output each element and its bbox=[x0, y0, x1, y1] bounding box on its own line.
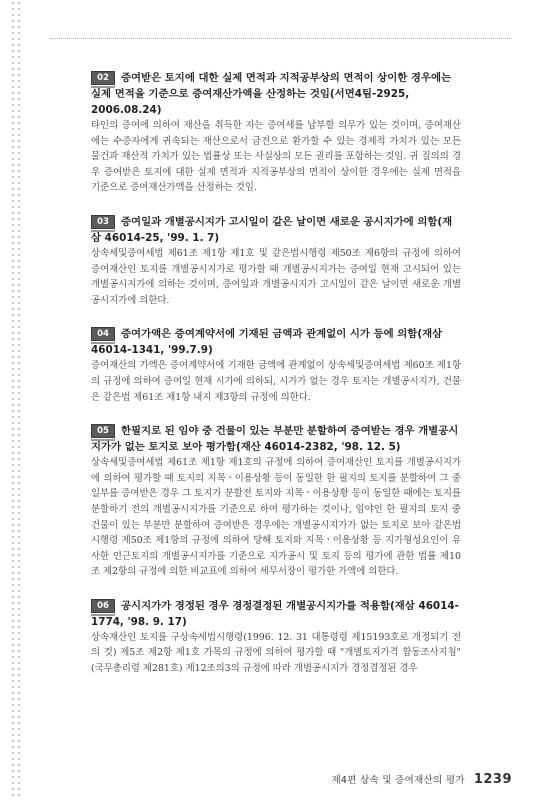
section-heading bbox=[91, 423, 461, 455]
chapter-title: 제4편 상속 및 증여재산의 평가 bbox=[331, 775, 465, 786]
section-number-badge: 05 bbox=[91, 424, 115, 438]
section-body: 상속재산인 토지를 구상속세법시행령(1996. 12. 31 대통령령 제15193호로 개정되기 전의 것) 제5조 제2항 제1호 가목의 규정에 의하여 평가할 때 "개별토지가격 합동조사지침"(국무총리령 제281호) 제12조의3의 규정에 따라 개별공시지가 경정결정된 경우 bbox=[91, 631, 461, 675]
section-title: 한필지로 된 임야 중 건물이 있는 부분만 분할하여 증여받는 경우 개별공시지가가 없는 토지로 보아 평가함(재산 46014-2382, '98. 12. 5) bbox=[91, 425, 459, 454]
section-title: 공시지가가 경정된 경우 경정결정된 개별공시지가를 적용함(재삼 46014-1774, '98. 9. 17) bbox=[91, 599, 459, 628]
section-body: 증여재산의 가액은 증여계약서에 기재한 금액에 관계없이 상속세및증여세법 제60조 제1항의 규정에 의하여 증여일 현재 시가에 의하되, 시가가 없는 경우 토지는 개별공시지가, 건물은 같은법 제61조 제1항 내지 제3항의 규정에 의한다. bbox=[91, 360, 461, 403]
section-title: 증여받은 토지에 대한 실제 면적과 지적공부상의 면적이 상이한 경우에는 실제 면적을 기준으로 증여재산가액을 산정하는 것임(서면4팀-2925, 2006.08.24) bbox=[91, 72, 452, 116]
section-number-badge: 04 bbox=[91, 327, 115, 341]
section-title: 증여가액은 증여계약서에 기재된 금액과 관계없이 시가 등에 의함(재삼 46014-1341, '99.7.9) bbox=[91, 328, 443, 357]
ruling-section bbox=[91, 423, 461, 580]
section-title: 증여일과 개별공시지가 고시일이 같은 날이면 새로운 공시지가에 의함(재삼 46014-25, '99. 1. 7) bbox=[91, 215, 453, 244]
page-footer bbox=[331, 768, 512, 787]
ruling-section bbox=[91, 214, 461, 308]
section-heading bbox=[91, 598, 461, 630]
section-body: 상속세및증여세법 제61조 제1항 제1호의 규정에 의하여 증여재산인 토지를 개별공시지가에 의하여 평가할 때 토지의 지목ㆍ이용상황 등이 동일한 한 필지의 토지를 분할하여 그 중 일부를 증여받은 경우 그 토지가 분할전 토지와 지목ㆍ이용상황 등이 동일한 때에는 토지를 분할하기 전의 개별공시지가를 기준으로 하여 평가하는 것이나, 임야인 한 필지의 토지 중 건물이 있는 부분만 분할하여 증여받은 경우에는 개별공시지가가 없는 토지로 보아 같은법시행령 제50조 제1항의 규정에 의하여 당해 토지와 지목ㆍ이용상황 등 지가형성요인이 유사한 인근토지의 개별공시지가를 기준으로 지가공시 및 토지 등의 평가에 관한 법률 제10조 제2항의 규정에 의한 비교표에 의하여 세무서장이 평가한 가액에 의한다. bbox=[91, 457, 461, 578]
section-number-badge: 03 bbox=[91, 215, 115, 229]
page-number: 1239 bbox=[473, 772, 512, 787]
header-rule bbox=[50, 38, 512, 39]
section-number-badge: 06 bbox=[91, 599, 115, 613]
ruling-section bbox=[91, 326, 461, 405]
section-number-badge: 02 bbox=[91, 71, 115, 85]
ruling-section bbox=[91, 598, 461, 677]
section-heading bbox=[91, 70, 461, 118]
section-heading bbox=[91, 326, 461, 358]
document-body bbox=[91, 70, 461, 695]
ruling-section bbox=[91, 70, 461, 196]
section-heading bbox=[91, 214, 461, 246]
section-body: 타인의 증여에 의하여 재산을 취득한 자는 증여세를 납부할 의무가 있는 것이며, 증여재산에는 수증자에게 귀속되는 재산으로서 금전으로 환가할 수 있는 경제적 가치가 있는 모든 물건과 재산적 가치가 있는 법률상 또는 사실상의 모든 권리를 포함하는 것임. 귀 질의의 경우 증여받은 토지에 대한 실제 면적과 지적공부상의 면적이 상이한 경우에는 실제 면적을 기준으로 증여재산가액을 산정하는 것임. bbox=[91, 120, 461, 194]
section-body: 상속세및증여세법 제61조 제1항 제1호 및 같은법시행령 제50조 제6항의 규정에 의하여 증여재산인 토지를 개별공시지가로 평가할 때 개별공시지가는 증여일 현재 고시되어 있는 개별공시지가에 의하는 것이며, 증여일과 개별공시지가 고시일이 같은 날이면 새로운 개별공시지가에 의한다. bbox=[91, 247, 461, 306]
binding-dots bbox=[10, 0, 22, 800]
